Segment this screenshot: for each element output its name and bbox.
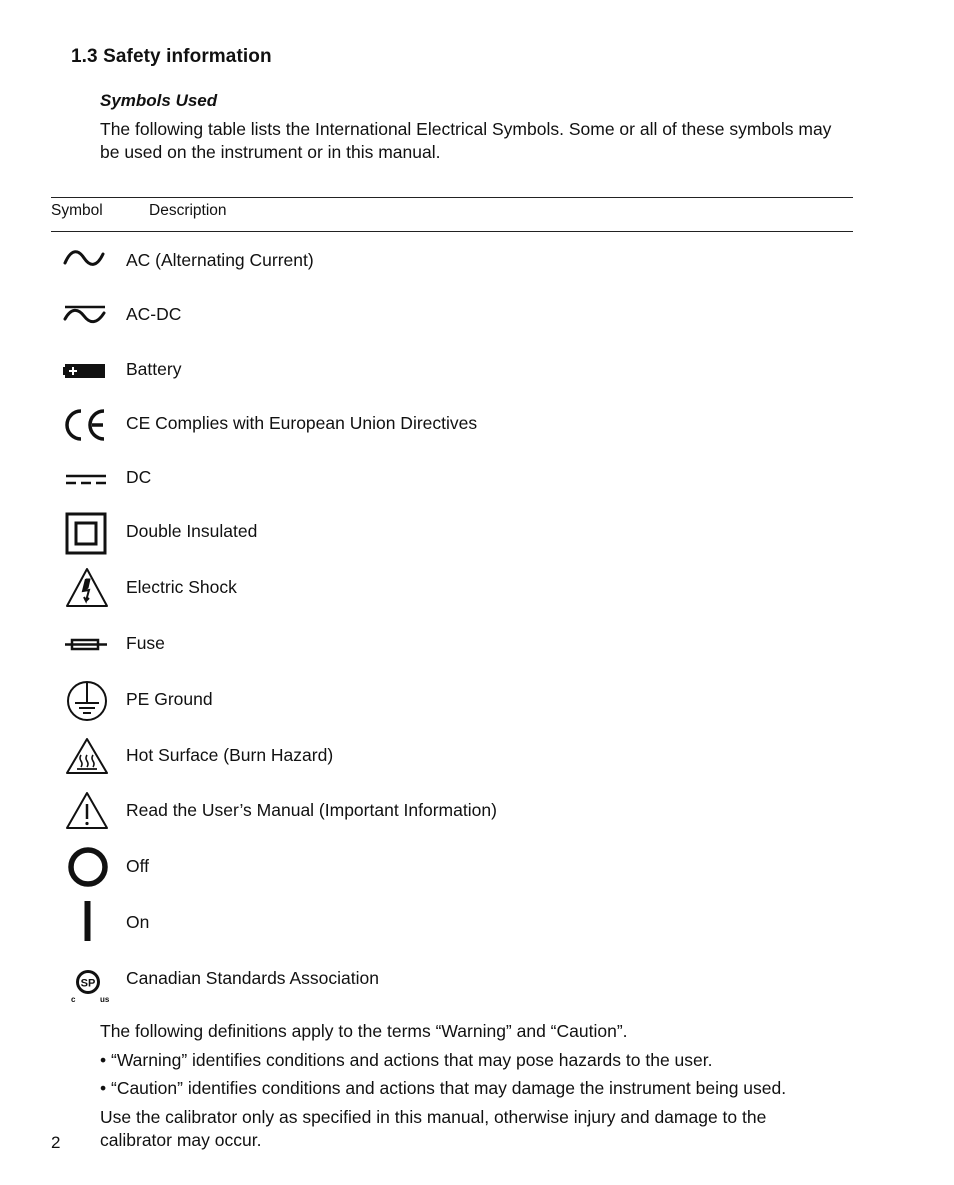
table-row-description: DC	[126, 467, 152, 487]
table-row-description: Battery	[126, 359, 182, 379]
table-row	[0, 786, 954, 836]
fuse-icon	[62, 619, 112, 669]
table-row-description: Canadian Standards Association	[126, 968, 379, 988]
table-row	[0, 675, 954, 725]
table-top-rule	[51, 197, 853, 198]
description-column-header: Description	[149, 202, 227, 219]
ac-icon	[62, 236, 112, 286]
table-row-description: Fuse	[126, 633, 165, 653]
table-row	[0, 619, 954, 669]
hot-surface-icon	[62, 731, 112, 781]
read-manual-icon	[62, 786, 112, 836]
dc-icon	[62, 453, 112, 503]
battery-icon	[62, 345, 112, 395]
table-row-description: On	[126, 912, 150, 932]
symbols-used-subhead: Symbols Used	[100, 91, 218, 110]
table-row-description: CE Complies with European Union Directives	[126, 413, 478, 433]
pe-ground-icon	[62, 675, 112, 725]
intro-paragraph: The following table lists the International Electrical Symbols. Some or all of these symbols may be used on the instrument or in this manual.	[100, 119, 832, 162]
svg-text:c: c	[71, 995, 76, 1004]
table-row	[0, 236, 954, 286]
table-row-description: PE Ground	[126, 689, 213, 709]
warning-definition: • “Warning” identifies conditions and actions that may pose hazards to the user.	[100, 1050, 713, 1070]
svg-text:SP: SP	[80, 977, 96, 990]
on-icon	[62, 898, 112, 948]
table-row-description: Read the User’s Manual (Important Information)	[126, 800, 497, 820]
table-row-description: Hot Surface (Burn Hazard)	[126, 745, 334, 765]
table-row	[0, 563, 954, 613]
table-row-description: AC (Alternating Current)	[126, 250, 314, 270]
table-row	[0, 731, 954, 781]
page-number: 2	[51, 1133, 61, 1152]
table-row	[0, 290, 954, 340]
table-row	[0, 453, 954, 503]
table-row	[0, 507, 954, 557]
table-row	[0, 842, 954, 892]
ce-icon	[62, 399, 112, 449]
table-row-description: AC-DC	[126, 304, 182, 324]
table-row	[0, 345, 954, 395]
table-row-description: Off	[126, 856, 150, 876]
electric-shock-icon	[62, 563, 112, 613]
table-row-description: Double Insulated	[126, 521, 258, 541]
double-insulated-icon	[62, 507, 112, 557]
table-row	[0, 954, 954, 1004]
ac-dc-icon	[62, 290, 112, 340]
section-title: 1.3 Safety information	[71, 46, 272, 67]
table-row	[0, 399, 954, 449]
table-row-description: Electric Shock	[126, 577, 237, 597]
table-row	[0, 898, 954, 948]
usage-paragraph: Use the calibrator only as specified in this manual, otherwise injury and damage to the calibrator may occur.	[100, 1107, 767, 1150]
caution-definition: • “Caution” identifies conditions and actions that may damage the instrument being used.	[100, 1078, 787, 1098]
csa-icon	[62, 954, 112, 1004]
off-icon	[62, 842, 112, 892]
svg-text:us: us	[100, 995, 110, 1004]
table-header-rule	[51, 231, 853, 232]
symbol-column-header: Symbol	[51, 202, 103, 219]
definitions-intro: The following definitions apply to the terms “Warning” and “Caution”.	[100, 1021, 628, 1041]
